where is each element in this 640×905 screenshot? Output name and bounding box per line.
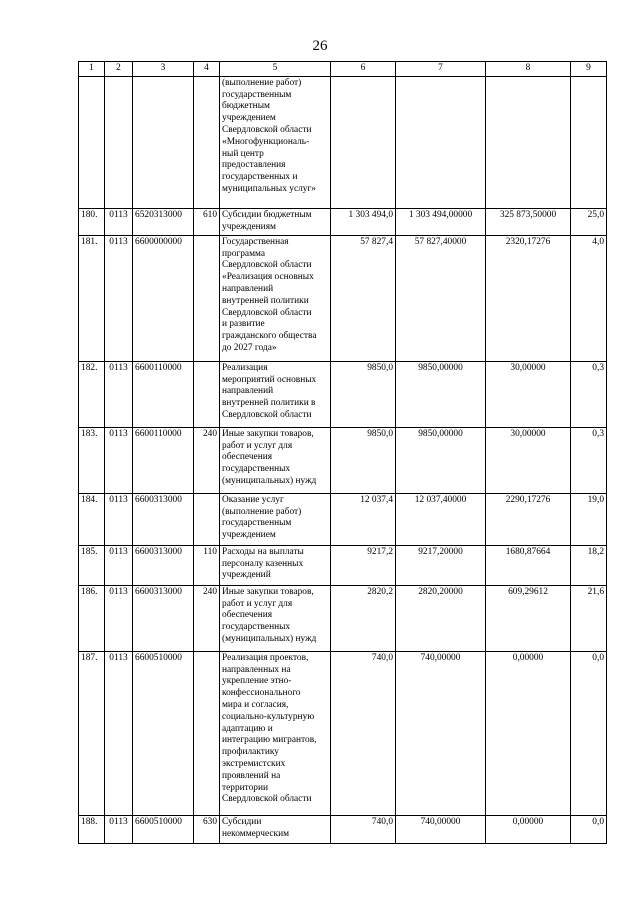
- approved-amount: 2820,20000: [396, 585, 486, 651]
- column-header: 4: [194, 62, 220, 77]
- plan-amount: 740,0: [331, 815, 396, 843]
- expense-type-code: [194, 235, 220, 361]
- table-row: [79, 76, 607, 208]
- approved-amount: 57 827,40000: [396, 235, 486, 361]
- executed-amount: 0,00000: [486, 651, 571, 815]
- column-header: 2: [105, 62, 133, 77]
- target-article-code: 6600313000: [133, 545, 194, 585]
- expense-type-code: 610: [194, 208, 220, 235]
- table-row: [79, 427, 607, 493]
- column-header: 6: [331, 62, 396, 77]
- row-number: 186.: [79, 585, 105, 651]
- item-name: Оказание услуг (выполнение работ) государственным учреждением: [220, 493, 331, 545]
- expense-type-code: 110: [194, 545, 220, 585]
- executed-amount: 1680,87664: [486, 545, 571, 585]
- approved-amount: [396, 76, 486, 208]
- executed-amount: 30,00000: [486, 361, 571, 427]
- target-article-code: 6600313000: [133, 585, 194, 651]
- execution-percent: 0,0: [571, 815, 607, 843]
- executed-amount: 2320,17276: [486, 235, 571, 361]
- row-number: 184.: [79, 493, 105, 545]
- column-header: 1: [79, 62, 105, 77]
- section-code: 0113: [105, 493, 133, 545]
- section-code: 0113: [105, 585, 133, 651]
- approved-amount: 1 303 494,00000: [396, 208, 486, 235]
- row-number: 187.: [79, 651, 105, 815]
- expense-type-code: [194, 651, 220, 815]
- table-row: [79, 815, 607, 843]
- table-row: [79, 545, 607, 585]
- plan-amount: 9850,0: [331, 427, 396, 493]
- section-code: 0113: [105, 815, 133, 843]
- execution-percent: [571, 76, 607, 208]
- item-name: Реализация мероприятий основных направлений внутренней политики в Свердловской области: [220, 361, 331, 427]
- section-code: [105, 76, 133, 208]
- target-article-code: [133, 76, 194, 208]
- expense-type-code: [194, 493, 220, 545]
- plan-amount: 9217,2: [331, 545, 396, 585]
- page-number: 26: [312, 38, 328, 54]
- target-article-code: 6520313000: [133, 208, 194, 235]
- column-header: 8: [486, 62, 571, 77]
- target-article-code: 6600510000: [133, 651, 194, 815]
- column-header: 7: [396, 62, 486, 77]
- table-row: [79, 235, 607, 361]
- approved-amount: 12 037,40000: [396, 493, 486, 545]
- expense-type-code: 240: [194, 585, 220, 651]
- executed-amount: 2290,17276: [486, 493, 571, 545]
- budget-table: [78, 61, 607, 844]
- plan-amount: 57 827,4: [331, 235, 396, 361]
- expense-type-code: [194, 76, 220, 208]
- executed-amount: [486, 76, 571, 208]
- execution-percent: 25,0: [571, 208, 607, 235]
- execution-percent: 21,6: [571, 585, 607, 651]
- execution-percent: 0,0: [571, 651, 607, 815]
- approved-amount: 740,00000: [396, 651, 486, 815]
- item-name: Государственная программа Свердловской области «Реализация основных направлений внутренней политики Свердловской области и развитие гражданского общества до 2027 года»: [220, 235, 331, 361]
- column-header: 9: [571, 62, 607, 77]
- target-article-code: 6600110000: [133, 427, 194, 493]
- row-number: [79, 76, 105, 208]
- plan-amount: 12 037,4: [331, 493, 396, 545]
- target-article-code: 6600000000: [133, 235, 194, 361]
- row-number: 185.: [79, 545, 105, 585]
- row-number: 188.: [79, 815, 105, 843]
- column-header: 5: [220, 62, 331, 77]
- target-article-code: 6600313000: [133, 493, 194, 545]
- row-number: 182.: [79, 361, 105, 427]
- section-code: 0113: [105, 427, 133, 493]
- table-row: [79, 585, 607, 651]
- approved-amount: 9850,00000: [396, 361, 486, 427]
- plan-amount: 9850,0: [331, 361, 396, 427]
- row-number: 181.: [79, 235, 105, 361]
- section-code: 0113: [105, 651, 133, 815]
- plan-amount: [331, 76, 396, 208]
- executed-amount: 0,00000: [486, 815, 571, 843]
- header-row: [79, 62, 607, 77]
- target-article-code: 6600110000: [133, 361, 194, 427]
- executed-amount: 325 873,50000: [486, 208, 571, 235]
- approved-amount: 9850,00000: [396, 427, 486, 493]
- row-number: 183.: [79, 427, 105, 493]
- execution-percent: 0,3: [571, 427, 607, 493]
- execution-percent: 19,0: [571, 493, 607, 545]
- executed-amount: 30,00000: [486, 427, 571, 493]
- approved-amount: 740,00000: [396, 815, 486, 843]
- item-name: (выполнение работ) государственным бюджетным учреждением Свердловской области «Многофункциональ- ный центр предоставления государственных и муниципальных услуг»: [220, 76, 331, 208]
- section-code: 0113: [105, 545, 133, 585]
- expense-type-code: [194, 361, 220, 427]
- executed-amount: 609,29612: [486, 585, 571, 651]
- table-row: [79, 651, 607, 815]
- approved-amount: 9217,20000: [396, 545, 486, 585]
- item-name: Иные закупки товаров, работ и услуг для обеспечения государственных (муниципальных) нужд: [220, 585, 331, 651]
- table-row: [79, 208, 607, 235]
- table-row: [79, 493, 607, 545]
- target-article-code: 6600510000: [133, 815, 194, 843]
- section-code: 0113: [105, 361, 133, 427]
- expense-type-code: 240: [194, 427, 220, 493]
- item-name: Субсидии некоммерческим: [220, 815, 331, 843]
- section-code: 0113: [105, 208, 133, 235]
- expense-type-code: 630: [194, 815, 220, 843]
- item-name: Иные закупки товаров, работ и услуг для обеспечения государственных (муниципальных) нужд: [220, 427, 331, 493]
- execution-percent: 18,2: [571, 545, 607, 585]
- row-number: 180.: [79, 208, 105, 235]
- section-code: 0113: [105, 235, 133, 361]
- table-row: [79, 361, 607, 427]
- plan-amount: 1 303 494,0: [331, 208, 396, 235]
- plan-amount: 2820,2: [331, 585, 396, 651]
- plan-amount: 740,0: [331, 651, 396, 815]
- item-name: Субсидии бюджетным учреждениям: [220, 208, 331, 235]
- column-header: 3: [133, 62, 194, 77]
- execution-percent: 0,3: [571, 361, 607, 427]
- execution-percent: 4,0: [571, 235, 607, 361]
- item-name: Реализация проектов, направленных на укрепление этно- конфессионального мира и согласия, социально-культурную адаптацию и интеграцию мигрантов, профилактику экстремистских проявлений на территории Свердловской области: [220, 651, 331, 815]
- item-name: Расходы на выплаты персоналу казенных учреждений: [220, 545, 331, 585]
